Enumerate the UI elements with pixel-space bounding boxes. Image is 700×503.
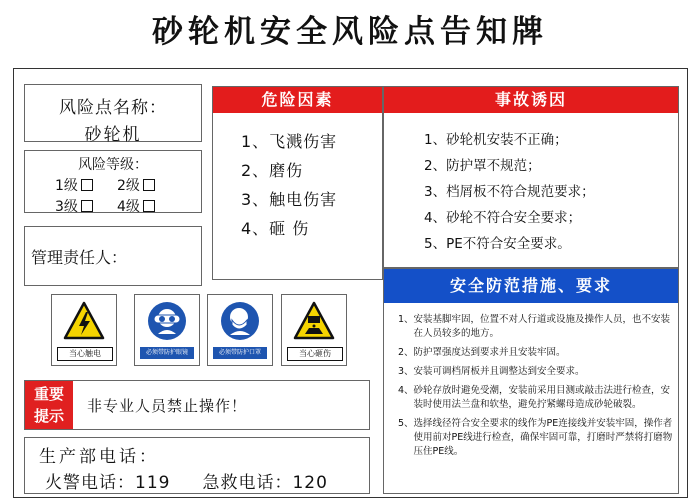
- manager-box: [24, 226, 202, 286]
- sign-mask: [207, 294, 273, 366]
- cause-header: 事故诱因: [384, 87, 678, 113]
- cause-panel: [383, 86, 679, 268]
- list-item: 1、飞溅伤害: [241, 132, 338, 151]
- goggles-mandatory-icon: [146, 300, 188, 342]
- risk-level-label: 风险等级：: [78, 157, 148, 173]
- list-item: 2、防护罩不规范；: [424, 158, 541, 174]
- production-phone-label: 生产部电话：: [39, 447, 159, 467]
- grade-1: 1级: [55, 175, 117, 195]
- list-item: 2、 防护罩强度达到要求并且安装牢固。: [398, 347, 566, 358]
- grade-2: 2级: [117, 175, 179, 195]
- sign-crush: [281, 294, 347, 366]
- page-title: 砂轮机安全风险点告知牌: [152, 14, 548, 50]
- sign-caption: 当心砸伤: [287, 347, 343, 361]
- notice-tag: 重要 提示: [25, 381, 73, 429]
- grade-3-checkbox[interactable]: [81, 200, 93, 212]
- risk-level-box: [24, 150, 202, 213]
- measures-header: 安全防范措施、要求: [384, 269, 678, 303]
- sign-electric-shock: [51, 294, 117, 366]
- grade-3: 3级: [55, 196, 117, 216]
- measures-panel: [383, 268, 679, 494]
- risk-point-label: 风险点名称：: [59, 98, 167, 118]
- list-item: 1、 安装基脚牢固，位置不对人行道或设施及操作人员，也不安装在人员较多的地方。: [398, 314, 671, 339]
- grade-4-checkbox[interactable]: [143, 200, 155, 212]
- list-item: 3、档屑板不符合规范要求；: [424, 184, 595, 200]
- hazard-list: [241, 127, 337, 243]
- hazard-header: 危险因素: [213, 87, 382, 113]
- crush-hazard-warning-icon: [293, 300, 335, 342]
- emergency-phones: [45, 468, 328, 493]
- measures-list: [398, 313, 674, 464]
- grade-1-checkbox[interactable]: [81, 179, 93, 191]
- sign-goggles: [134, 294, 200, 366]
- list-item: 5、 选择线径符合安全要求的线作为PE连接线并安装牢固，操作者使用前对PE线进行检查，确保牢固可靠，打磨时严禁将打磨物压住PE线。: [398, 418, 673, 457]
- grade-2-checkbox[interactable]: [143, 179, 155, 191]
- electric-shock-warning-icon: [63, 300, 105, 342]
- fire-phone: 火警电话：119: [45, 473, 171, 493]
- list-item: 4、 砂轮存放时避免受潮，安装前采用目测或敲击法进行检查，安装时使用法兰盘和软垫，避免拧紧螺母造成砂轮破裂。: [398, 385, 671, 410]
- manager-label: 管理责任人：: [31, 248, 128, 267]
- hazard-panel: [212, 86, 383, 280]
- grade-4: 4级: [117, 196, 179, 216]
- list-item: 5、PE不符合安全要求。: [424, 236, 571, 252]
- sign-caption: 当心触电: [57, 347, 113, 361]
- risk-point-box: [24, 84, 202, 145]
- list-item: 2、磨伤: [241, 161, 304, 180]
- cause-list: [424, 127, 595, 257]
- important-notice: [24, 380, 370, 430]
- notice-message: 非专业人员禁止操作！: [87, 397, 248, 415]
- list-item: 1、砂轮机安装不正确；: [424, 132, 568, 148]
- safety-signs: [24, 290, 344, 372]
- sign-caption: 必须带防护口罩: [213, 347, 267, 359]
- phone-box: [24, 437, 370, 494]
- first-aid-phone: 急救电话：120: [202, 473, 328, 493]
- list-item: 4、砸 伤: [241, 219, 310, 238]
- risk-point-value: 砂轮机: [84, 125, 142, 145]
- sign-caption: 必须带防护眼镜: [140, 347, 194, 359]
- mask-mandatory-icon: [219, 300, 261, 342]
- list-item: 3、触电伤害: [241, 190, 338, 209]
- list-item: 3、 安装可调档屑板并且调整达到安全要求。: [398, 366, 585, 377]
- list-item: 4、砂轮不符合安全要求；: [424, 210, 582, 226]
